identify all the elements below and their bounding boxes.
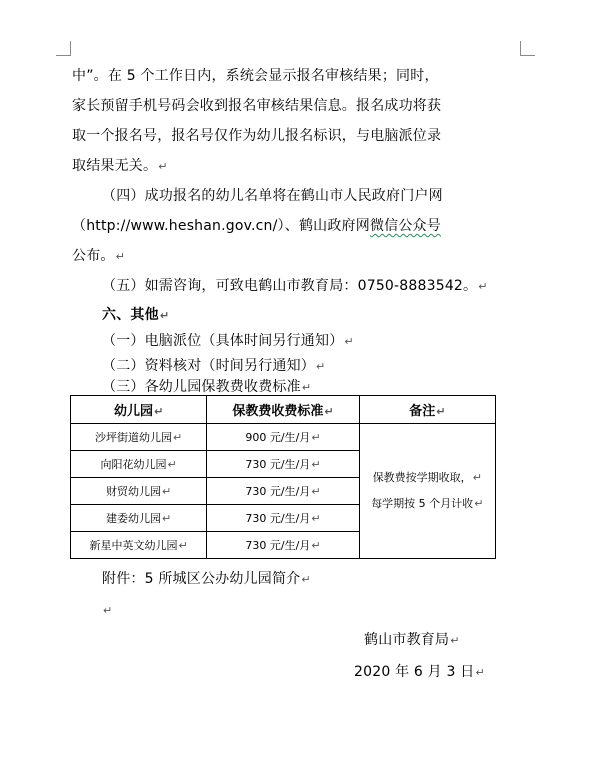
kindergarten-name: 建委幼儿园↵ [71, 505, 207, 532]
paragraph-mark: ↵ [311, 512, 321, 525]
paragraph-mark: ↵ [162, 512, 172, 525]
paragraph-mark: ↵ [173, 431, 183, 444]
paragraph-mark: ↵ [159, 309, 170, 322]
paragraph-mark: ↵ [154, 405, 164, 418]
paragraph-mark: ↵ [472, 471, 482, 484]
paragraph-mark: ↵ [103, 604, 113, 617]
crop-mark-top-left [56, 41, 71, 56]
paragraph-mark: ↵ [475, 666, 485, 679]
paragraph-mark: ↵ [311, 431, 321, 444]
kindergarten-fee: 730 元/生/月↵ [207, 451, 359, 478]
body-line-1: 中”。在 5 个工作日内，系统会显示报名审核结果；同时， [72, 68, 439, 84]
signature-org: 鹤山市教育局↵ [364, 632, 460, 648]
spellcheck-underlined-text: 微信公众号 [369, 218, 441, 234]
kindergarten-fee: 730 元/生/月↵ [207, 532, 359, 559]
paragraph-mark: ↵ [478, 280, 488, 293]
table-header-row [71, 396, 496, 424]
table-row [71, 424, 496, 451]
paragraph-mark: ↵ [301, 573, 311, 586]
paragraph-mark: ↵ [316, 360, 326, 373]
signature-date: 2020 年 6 月 3 日↵ [354, 664, 485, 680]
item-2: （二）资料核对（时间另行通知）↵ [102, 358, 326, 374]
remark-line-2: 每学期按 5 个月计收↵ [371, 497, 484, 510]
section-5-line: （五）如需咨询，可致电鹤山市教育局：0750-8883542。↵ [102, 278, 488, 294]
kindergarten-fee: 730 元/生/月↵ [207, 505, 359, 532]
header-remark: 备注↵ [359, 396, 495, 424]
paragraph-mark: ↵ [311, 485, 321, 498]
header-kindergarten: 幼儿园↵ [71, 396, 207, 424]
attachment-line: 附件：5 所城区公办幼儿园简介↵ [102, 571, 311, 587]
kindergarten-fee: 730 元/生/月↵ [207, 478, 359, 505]
paragraph-mark: ↵ [167, 458, 177, 471]
fee-table [70, 395, 496, 559]
paragraph-mark: ↵ [324, 405, 334, 418]
body-line-3: 取一个报名号，报名号仅作为幼儿报名标识，与电脑派位录 [72, 128, 442, 144]
paragraph-mark: ↵ [344, 335, 354, 348]
section-4-line-1: （四）成功报名的幼儿名单将在鹤山市人民政府门户网 [102, 188, 443, 204]
paragraph-mark: ↵ [311, 539, 321, 552]
empty-line [102, 600, 112, 621]
paragraph-mark: ↵ [301, 381, 312, 394]
remark-cell [359, 424, 495, 559]
paragraph-mark: ↵ [474, 497, 484, 510]
body-line-2: 家长预留手机号码会收到报名审核结果信息。报名成功将获 [72, 98, 442, 114]
kindergarten-name: 沙坪街道幼儿园↵ [71, 424, 207, 451]
remark-line-1: 保教费按学期收取，↵ [372, 471, 482, 484]
paragraph-mark: ↵ [178, 539, 188, 552]
paragraph-mark: ↵ [436, 405, 446, 418]
paragraph-mark: ↵ [162, 485, 172, 498]
section-4-line-2: （http://www.heshan.gov.cn/）、鹤山政府网微信公众号 [72, 218, 441, 234]
kindergarten-name: 新星中英文幼儿园↵ [71, 532, 207, 559]
body-line-4: 取结果无关。↵ [72, 158, 168, 174]
kindergarten-name: 向阳花幼儿园↵ [71, 451, 207, 478]
item-3: （三）各幼儿园保教费收费标准↵ [102, 379, 312, 395]
kindergarten-fee: 900 元/生/月↵ [207, 424, 359, 451]
section-6-heading: 六、其他↵ [102, 307, 170, 323]
crop-mark-top-right [520, 41, 535, 56]
section-4-line-3: 公布。↵ [72, 248, 126, 264]
kindergarten-name: 财贸幼儿园↵ [71, 478, 207, 505]
paragraph-mark: ↵ [158, 160, 168, 173]
paragraph-mark: ↵ [115, 250, 126, 263]
paragraph-mark: ↵ [311, 458, 321, 471]
item-1: （一）电脑派位（具体时间另行通知）↵ [102, 333, 354, 349]
paragraph-mark: ↵ [450, 634, 460, 647]
header-fee-standard: 保教费收费标准↵ [207, 396, 359, 424]
